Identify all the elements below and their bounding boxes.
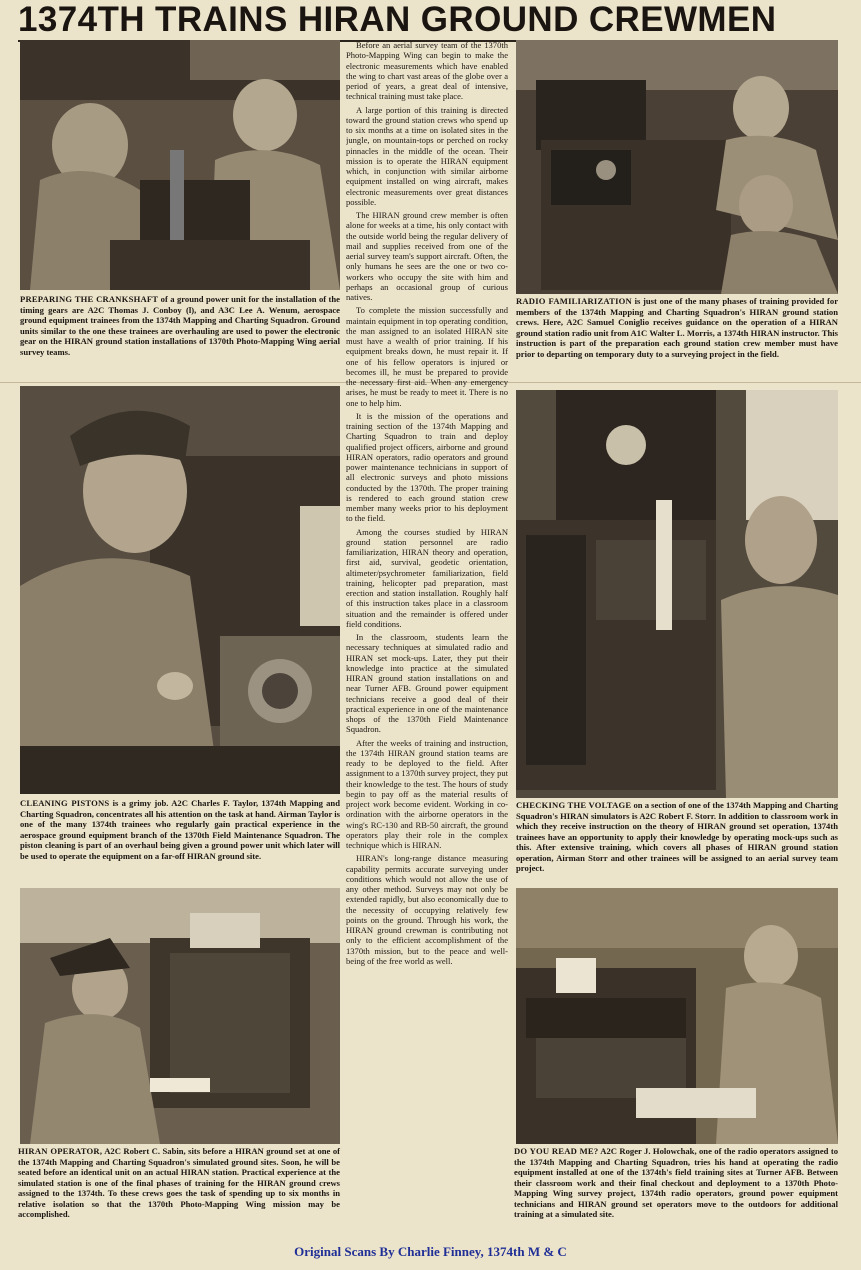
caption-radio-lead: RADIO FAMILIARIZATION <box>516 296 632 306</box>
caption-operator-body: A2C Robert C. Sabin, sits before a HIRAN ground set at one of the 1374th Mapping and Charting Squadron's simulated ground sites. Soon, he will be seated before an identical unit on an actual HIRAN station. Practical experience at the simulated station is one of the final phases of training for the HIRAN ground crews assigned to the 1374th. To these crews goes the task of spending up to six months in relative isolation so that the 1370th Photo-Mapping Wing mission may be accomplished. <box>18 1146 341 1219</box>
caption-voltage <box>516 800 838 874</box>
photo-pistons <box>20 386 340 794</box>
article-paragraph: In the classroom, students learn the necessary techniques at simulated radio and HIRAN set mock-ups. Later, they put their knowledge into practice at the simulated HIRAN ground station installations on and near Turner AFB. Ground power equipment technicians receive a good deal of their practical experience in one of the maintenance shops of the 1370th Field Maintenance Squadron. <box>346 632 508 735</box>
article-body <box>346 40 508 1235</box>
caption-voltage-body: on a section of one of the 1374th Mapping and Charting Squadron's HIRAN simulators is A2C Robert F. Storr. In addition to classroom work in which they receive instruction on the theory of HIRAN ground set operation, 1374th trainees have an opportunity to apply their knowledge by operating mock-ups such as this. After extensive training, which covers all phases of HIRAN ground station operation, Airman Storr and other trainees will be assigned to an aerial survey team project. <box>516 800 838 873</box>
caption-voltage-lead: CHECKING THE VOLTAGE <box>516 800 632 810</box>
article-paragraph: The HIRAN ground crew member is often alone for weeks at a time, his only contact with the outside world being the regular delivery of mail and supplies received from one of the aerial survey team's support aircraft. Often, the only humans he sees are the one or two co-workers who occupy the site with him and perhaps an occasional group of curious natives. <box>346 210 508 302</box>
article-paragraph: Before an aerial survey team of the 1370th Photo-Mapping Wing can begin to make the electronic measurements which have enabled the wing to chart vast areas of the globe over a period of years, a great deal of intensive, technical training must take place. <box>346 40 508 102</box>
caption-crankshaft <box>20 294 340 357</box>
article-paragraph: To complete the mission successfully and maintain equipment in top operating condition, the man assigned to an isolated HIRAN site must have a wealth of prior training. If his equipment breaks down, he must repair it. If one of his fellow operators is injured or becomes ill, he must be prepared to provide the necessary first aid. When any emergency arises, he must be ready to meet it. There is no one to help him. <box>346 305 508 408</box>
photo-crankshaft <box>20 40 340 290</box>
photo-voltage <box>516 390 838 798</box>
article-paragraph: After the weeks of training and instruction, the 1374th HIRAN ground station teams are ready to be deployed to the field. After assignment to a 1370th survey project, they put their knowledge to the test. The hours of study begin to pay off as the material results of project work become evident. Working in co-ordination with the airborne operators in the wing's RC-130 and RB-50 aircraft, the ground operators play their role in the complex technique which is HIRAN. <box>346 737 508 850</box>
photo-operator <box>20 888 340 1144</box>
caption-pistons-lead: CLEANING PISTONS <box>20 798 110 808</box>
headline: 1374TH TRAINS HIRAN GROUND CREWMEN <box>18 0 777 39</box>
caption-radio-body: is just one of the many phases of training provided for members of the 1374th Mapping and Charting Squadron's HIRAN ground station crews. Here, A2C Samuel Coniglio receives guidance on the operation of a HIRAN ground station radio unit from A1C Walter L. Morris, a 1374th HIRAN instructor. This instruction is part of the preparation each ground station crew member must have prior to departing on temporary duty to a surveying project in the field. <box>516 296 839 359</box>
article-paragraph: A large portion of this training is directed toward the ground station crews who spend up to six months at a time on isolated sites in the jungle, on mountain-tops or perched on rocky pinnacles in the middle of the ocean. Their mission is to operate the HIRAN equipment which, in conjunction with similar airborne equipment installed on wing aircraft, makes electronic measurements over great distances possible. <box>346 104 508 207</box>
caption-radio <box>516 296 838 359</box>
caption-readme-body: A2C Roger J. Holowchak, one of the radio operators assigned to the 1374th Mapping and Charting Squadron, tries his hand at operating the radio equipment installed at one of the 1374th's field training sites at Turner AFB. Between their classroom work and their final checkout and deployment to a 1370th Photo-Mapping Wing survey project, 1374th radio operators, ground power equipment technicians and HIRAN ground set operators move to the outdoors for additional training at a simulated site. <box>514 1146 838 1219</box>
article-paragraph: HIRAN's long-range distance measuring capability permits accurate surveying under conditions which would not allow the use of any other method. Surveys may not only be extended rapidly, but also economically due to the necessity of occupying relatively few points on the ground. Through his work, the HIRAN ground crewman is contributing not only to the efficient accomplishment of the 1370th mission, but to the peace and well-being of the free world as well. <box>346 853 508 966</box>
photo-readme <box>516 888 838 1144</box>
scan-credit: Original Scans By Charlie Finney, 1374th M & C <box>294 1244 567 1259</box>
article-paragraph: It is the mission of the operations and training section of the 1374th Mapping and Charting Squadron to train and deploy qualified project officers, airborne and ground HIRAN operators, radio operators and ground power maintenance technicians in support of all electronic surveys and photo missions conducted by the 1370th. The proper training is rendered to each ground station crew member many weeks prior to his deployment to the field. <box>346 410 508 524</box>
article-paragraph: Among the courses studied by HIRAN ground station personnel are radio familiarization, HIRAN theory and operation, first aid, survival, geodetic orientation, altimeter/psychrometer familiarization, field training, helicopter pad preparation, mast erection and station installation. Roughly half of this instruction takes place in a classroom situation and the remainder is offered under field conditions. <box>346 526 508 629</box>
caption-readme-lead: DO YOU READ ME? <box>514 1146 599 1156</box>
caption-crankshaft-body: of a ground power unit for the installation of the timing gears are A2C Thomas J. Conboy (l), and A3C Lee A. Wenum, aerospace ground equipment trainees from the 1374th Mapping and Charting Squadron. Ground units similar to the one these trainees are overhauling are used to power the electronic gear on the HIRAN ground station installations of 1370th Photo-Mapping Wing aerial survey teams. <box>20 294 340 357</box>
caption-crankshaft-lead: PREPARING THE CRANKSHAFT <box>20 294 159 304</box>
caption-readme <box>514 1146 838 1220</box>
caption-operator-lead: HIRAN OPERATOR, <box>18 1146 103 1156</box>
caption-operator <box>18 1146 340 1220</box>
photo-radio <box>516 40 838 294</box>
caption-pistons <box>20 798 340 861</box>
caption-pistons-body: is a grimy job. A2C Charles F. Taylor, 1374th Mapping and Charting Squadron, concentrates all his attention on the task at hand. Airman Taylor is one of the many 1374th trainees who regularly gain practical experience in the aerospace ground equipment branch of the 1370th Field Maintenance Squadron. The piston cleaning is part of an overhaul being given a ground power unit which later will be used to operate the equipment on a far-off HIRAN ground site. <box>20 798 340 861</box>
